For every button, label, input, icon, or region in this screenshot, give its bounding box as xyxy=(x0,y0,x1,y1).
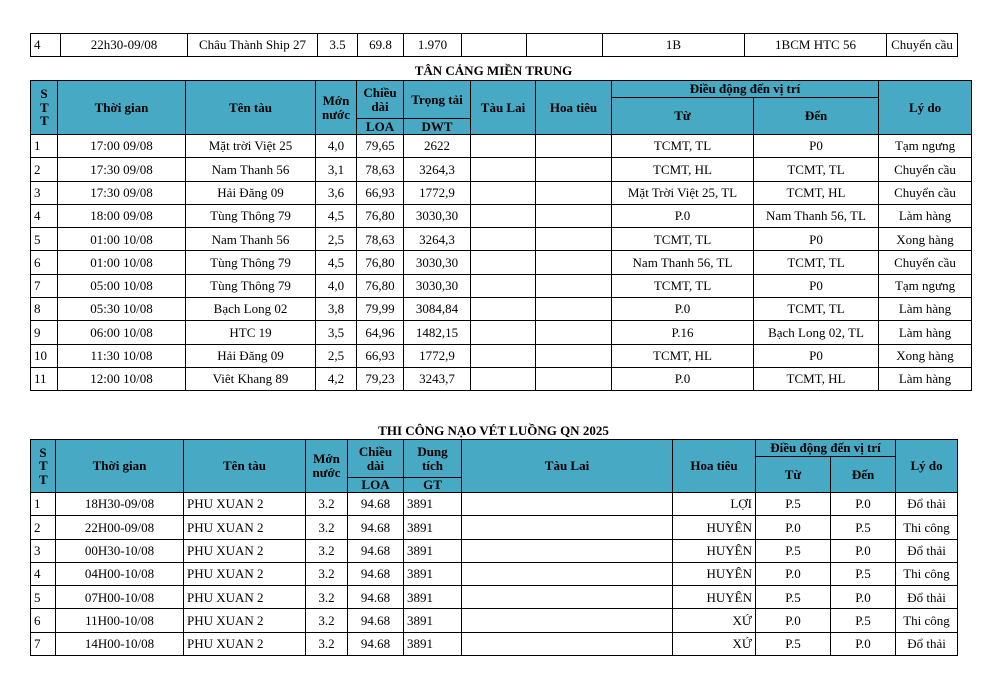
time-cell: 05:30 10/08 xyxy=(58,298,186,321)
from-cell: Mặt Trời Việt 25, TL xyxy=(612,181,754,204)
to-cell: P.0 xyxy=(831,586,896,609)
draft-cell: 3.2 xyxy=(306,562,348,585)
table-row xyxy=(31,493,958,516)
reason-cell: Tạm ngưng xyxy=(879,274,972,297)
tug-cell xyxy=(462,586,673,609)
dwt-cell: 2622 xyxy=(404,135,471,158)
draft-cell: 3,1 xyxy=(316,158,357,181)
from-cell: TCMT, TL xyxy=(612,274,754,297)
from-cell: TCMT, HL xyxy=(612,344,754,367)
table-row xyxy=(31,609,958,632)
time-cell: 11:30 10/08 xyxy=(58,344,186,367)
ship-cell: PHU XUAN 2 xyxy=(184,586,306,609)
time-cell: 18H30-09/08 xyxy=(56,493,184,516)
from-cell: TCMT, HL xyxy=(612,158,754,181)
section1-body xyxy=(31,135,972,391)
tonnage-header: Trọng tải xyxy=(404,81,471,119)
pilot-cell: HUYÊN xyxy=(673,516,756,539)
stt-cell: 5 xyxy=(31,586,56,609)
pilot-cell xyxy=(536,367,612,390)
reason-cell: Chuyển cầu xyxy=(879,158,972,181)
dwt-cell: 1.970 xyxy=(404,34,462,57)
tug-cell xyxy=(471,251,536,274)
draft-cell: 3.5 xyxy=(318,34,358,57)
reason-cell: Làm hàng xyxy=(879,367,972,390)
to-cell: P.5 xyxy=(831,562,896,585)
length-header: Chiều dài xyxy=(357,81,404,119)
pilot-cell xyxy=(536,344,612,367)
top-partial-table xyxy=(30,33,958,57)
stt-cell: 3 xyxy=(31,181,58,204)
section2-title: THI CÔNG NẠO VÉT LUỒNG QN 2025 xyxy=(378,423,609,438)
time-cell: 01:00 10/08 xyxy=(58,251,186,274)
reason-cell: Chuyển cầu xyxy=(887,34,958,57)
draft-cell: 3.2 xyxy=(306,539,348,562)
gt-cell: 3891 xyxy=(404,609,462,632)
header-row xyxy=(31,81,972,98)
time-cell: 06:00 10/08 xyxy=(58,321,186,344)
to-cell: P.0 xyxy=(831,632,896,655)
from-cell: P.5 xyxy=(756,493,831,516)
reason-cell: Đổ thải xyxy=(896,493,958,516)
reason-cell: Làm hàng xyxy=(879,298,972,321)
dwt-cell: 3030,30 xyxy=(404,274,471,297)
from-header: Từ xyxy=(756,457,831,493)
tug-header: Tàu Lai xyxy=(462,440,673,493)
pilot-cell xyxy=(536,251,612,274)
time-cell: 05:00 10/08 xyxy=(58,274,186,297)
pilot-cell xyxy=(536,321,612,344)
reason-cell: Làm hàng xyxy=(879,204,972,227)
time-cell: 04H00-10/08 xyxy=(56,562,184,585)
from-cell: P.5 xyxy=(756,586,831,609)
from-cell: P.0 xyxy=(756,609,831,632)
ship-cell: Hải Đăng 09 xyxy=(186,344,316,367)
ship-header: Tên tàu xyxy=(184,440,306,493)
capacity-header: Dung tích xyxy=(404,440,462,478)
section1-title: TÂN CẢNG MIỀN TRUNG xyxy=(414,63,573,78)
time-cell: 14H00-10/08 xyxy=(56,632,184,655)
dwt-cell: 1482,15 xyxy=(404,321,471,344)
from-cell: P.5 xyxy=(756,632,831,655)
pilot-cell xyxy=(536,228,612,251)
loa-cell: 94.68 xyxy=(348,539,404,562)
to-header: Đến xyxy=(754,98,879,135)
tug-cell xyxy=(471,158,536,181)
gt-cell: 3891 xyxy=(404,516,462,539)
stt-header: STT xyxy=(31,81,58,135)
stt-cell: 4 xyxy=(31,204,58,227)
table-row xyxy=(31,586,958,609)
ship-cell: Hải Đăng 09 xyxy=(186,181,316,204)
loa-cell: 94.68 xyxy=(348,586,404,609)
table-row xyxy=(31,344,972,367)
from-cell: 1B xyxy=(603,34,745,57)
pilot-cell xyxy=(527,34,603,57)
dwt-cell: 3243,7 xyxy=(404,367,471,390)
header-row xyxy=(31,440,958,457)
stt-cell: 1 xyxy=(31,493,56,516)
reason-cell: Thi công xyxy=(896,562,958,585)
tug-cell xyxy=(462,632,673,655)
draft-cell: 4,2 xyxy=(316,367,357,390)
time-cell: 01:00 10/08 xyxy=(58,228,186,251)
ship-cell: Viêt Khang 89 xyxy=(186,367,316,390)
table-row xyxy=(31,321,972,344)
reason-cell: Xong hàng xyxy=(879,344,972,367)
dwt-cell: 3264,3 xyxy=(404,158,471,181)
from-cell: P.0 xyxy=(756,562,831,585)
reason-cell: Chuyển cầu xyxy=(879,251,972,274)
to-cell: P0 xyxy=(754,344,879,367)
ship-cell: PHU XUAN 2 xyxy=(184,493,306,516)
from-cell: P.0 xyxy=(756,516,831,539)
time-cell: 22H00-09/08 xyxy=(56,516,184,539)
stt-cell: 8 xyxy=(31,298,58,321)
ship-cell: Bạch Long 02 xyxy=(186,298,316,321)
loa-cell: 76,80 xyxy=(357,251,404,274)
gt-cell: 3891 xyxy=(404,562,462,585)
ship-cell: PHU XUAN 2 xyxy=(184,539,306,562)
stt-cell: 10 xyxy=(31,344,58,367)
from-cell: Nam Thanh 56, TL xyxy=(612,251,754,274)
draft-cell: 3.2 xyxy=(306,586,348,609)
table-row xyxy=(31,181,972,204)
to-header: Đến xyxy=(831,457,896,493)
dwt-cell: 3030,30 xyxy=(404,251,471,274)
ship-cell: Nam Thanh 56 xyxy=(186,228,316,251)
stt-cell: 5 xyxy=(31,228,58,251)
dwt-cell: 1772,9 xyxy=(404,181,471,204)
loa-cell: 94.68 xyxy=(348,632,404,655)
ship-cell: Châu Thành Ship 27 xyxy=(188,34,318,57)
ship-cell: PHU XUAN 2 xyxy=(184,609,306,632)
dwt-cell: 3030,30 xyxy=(404,204,471,227)
to-cell: TCMT, TL xyxy=(754,158,879,181)
dwt-cell: 3084,84 xyxy=(404,298,471,321)
loa-cell: 69.8 xyxy=(358,34,404,57)
loa-cell: 66,93 xyxy=(357,181,404,204)
pilot-cell xyxy=(536,158,612,181)
ship-cell: PHU XUAN 2 xyxy=(184,632,306,655)
time-cell: 17:30 09/08 xyxy=(58,181,186,204)
to-cell: Bạch Long 02, TL xyxy=(754,321,879,344)
ship-header: Tên tàu xyxy=(186,81,316,135)
draft-header: Mớn nước xyxy=(316,81,357,135)
pilot-cell: XỨ xyxy=(673,632,756,655)
loa-cell: 76,80 xyxy=(357,274,404,297)
ship-cell: Tùng Thông 79 xyxy=(186,251,316,274)
pilot-header: Hoa tiêu xyxy=(536,81,612,135)
loa-cell: 94.68 xyxy=(348,609,404,632)
tug-cell xyxy=(462,493,673,516)
draft-cell: 3.2 xyxy=(306,493,348,516)
stt-cell: 7 xyxy=(31,632,56,655)
from-cell: P.0 xyxy=(612,204,754,227)
reason-cell: Tạm ngưng xyxy=(879,135,972,158)
table-row xyxy=(31,516,958,539)
reason-cell: Thi công xyxy=(896,609,958,632)
table-row xyxy=(31,367,972,390)
table-row xyxy=(31,135,972,158)
loa-header: LOA xyxy=(357,119,404,135)
ship-cell: HTC 19 xyxy=(186,321,316,344)
dwt-cell: 1772,9 xyxy=(404,344,471,367)
stt-cell: 4 xyxy=(31,562,56,585)
table-row xyxy=(31,228,972,251)
loa-cell: 94.68 xyxy=(348,493,404,516)
loa-cell: 94.68 xyxy=(348,562,404,585)
to-cell: TCMT, HL xyxy=(754,181,879,204)
from-header: Từ xyxy=(612,98,754,135)
gt-cell: 3891 xyxy=(404,586,462,609)
gt-cell: 3891 xyxy=(404,632,462,655)
from-cell: TCMT, TL xyxy=(612,228,754,251)
table-row xyxy=(31,251,972,274)
draft-cell: 4,5 xyxy=(316,251,357,274)
table-row xyxy=(31,158,972,181)
stt-cell: 9 xyxy=(31,321,58,344)
from-cell: P.16 xyxy=(612,321,754,344)
table-row xyxy=(31,34,958,57)
stt-cell: 6 xyxy=(31,251,58,274)
tug-cell xyxy=(462,516,673,539)
length-header: Chiều dài xyxy=(348,440,404,478)
ship-cell: Nam Thanh 56 xyxy=(186,158,316,181)
stt-cell: 4 xyxy=(31,34,61,57)
reason-cell: Xong hàng xyxy=(879,228,972,251)
section2-table xyxy=(30,439,958,656)
draft-cell: 2,5 xyxy=(316,344,357,367)
to-cell: P.0 xyxy=(831,539,896,562)
stt-cell: 7 xyxy=(31,274,58,297)
tug-cell xyxy=(462,34,527,57)
stt-cell: 3 xyxy=(31,539,56,562)
time-header: Thời gian xyxy=(58,81,186,135)
table-row xyxy=(31,562,958,585)
time-cell: 00H30-10/08 xyxy=(56,539,184,562)
time-cell: 12:00 10/08 xyxy=(58,367,186,390)
table-row xyxy=(31,632,958,655)
table-row xyxy=(31,539,958,562)
tug-cell xyxy=(471,135,536,158)
pilot-cell: LỢI xyxy=(673,493,756,516)
ship-cell: PHU XUAN 2 xyxy=(184,516,306,539)
reason-cell: Làm hàng xyxy=(879,321,972,344)
draft-cell: 3.2 xyxy=(306,516,348,539)
draft-cell: 4,0 xyxy=(316,274,357,297)
draft-cell: 2,5 xyxy=(316,228,357,251)
to-cell: P0 xyxy=(754,228,879,251)
loa-cell: 79,99 xyxy=(357,298,404,321)
draft-cell: 4,0 xyxy=(316,135,357,158)
pilot-cell xyxy=(536,274,612,297)
ship-cell: Tùng Thông 79 xyxy=(186,274,316,297)
pilot-cell: HUYÊN xyxy=(673,562,756,585)
from-cell: TCMT, TL xyxy=(612,135,754,158)
tug-cell xyxy=(471,274,536,297)
draft-cell: 3,5 xyxy=(316,321,357,344)
reason-cell: Thi công xyxy=(896,516,958,539)
tug-cell xyxy=(471,298,536,321)
draft-cell: 3,8 xyxy=(316,298,357,321)
time-cell: 22h30-09/08 xyxy=(61,34,188,57)
loa-cell: 78,63 xyxy=(357,158,404,181)
ship-cell: Tùng Thông 79 xyxy=(186,204,316,227)
stt-cell: 6 xyxy=(31,609,56,632)
draft-cell: 3.2 xyxy=(306,632,348,655)
move-header: Điều động đến vị trí xyxy=(612,81,879,98)
time-cell: 18:00 09/08 xyxy=(58,204,186,227)
tug-cell xyxy=(471,228,536,251)
stt-cell: 2 xyxy=(31,158,58,181)
to-cell: TCMT, TL xyxy=(754,298,879,321)
from-cell: P.0 xyxy=(612,298,754,321)
loa-cell: 66,93 xyxy=(357,344,404,367)
tug-cell xyxy=(471,181,536,204)
reason-header: Lý do xyxy=(896,440,958,493)
loa-cell: 79,23 xyxy=(357,367,404,390)
draft-cell: 4,5 xyxy=(316,204,357,227)
table-row xyxy=(31,274,972,297)
tug-cell xyxy=(462,609,673,632)
table-row xyxy=(31,204,972,227)
loa-header: LOA xyxy=(348,478,404,493)
time-header: Thời gian xyxy=(56,440,184,493)
ship-cell: Mặt trời Việt 25 xyxy=(186,135,316,158)
to-cell: 1BCM HTC 56 xyxy=(745,34,887,57)
ship-cell: PHU XUAN 2 xyxy=(184,562,306,585)
pilot-header: Hoa tiêu xyxy=(673,440,756,493)
time-cell: 11H00-10/08 xyxy=(56,609,184,632)
stt-cell: 11 xyxy=(31,367,58,390)
loa-cell: 79,65 xyxy=(357,135,404,158)
reason-cell: Đổ thải xyxy=(896,632,958,655)
to-cell: P.5 xyxy=(831,516,896,539)
tug-cell xyxy=(471,344,536,367)
to-cell: P0 xyxy=(754,274,879,297)
tug-cell xyxy=(471,321,536,344)
pilot-cell xyxy=(536,204,612,227)
from-cell: P.5 xyxy=(756,539,831,562)
stt-cell: 1 xyxy=(31,135,58,158)
tug-cell xyxy=(471,204,536,227)
stt-cell: 2 xyxy=(31,516,56,539)
pilot-cell: HUYÊN xyxy=(673,586,756,609)
draft-cell: 3,6 xyxy=(316,181,357,204)
time-cell: 17:00 09/08 xyxy=(58,135,186,158)
reason-cell: Đổ thải xyxy=(896,539,958,562)
draft-cell: 3.2 xyxy=(306,609,348,632)
gt-header: GT xyxy=(404,478,462,493)
loa-cell: 94.68 xyxy=(348,516,404,539)
to-cell: TCMT, HL xyxy=(754,367,879,390)
to-cell: Nam Thanh 56, TL xyxy=(754,204,879,227)
tug-cell xyxy=(462,562,673,585)
pilot-cell xyxy=(536,181,612,204)
reason-cell: Đổ thải xyxy=(896,586,958,609)
time-cell: 07H00-10/08 xyxy=(56,586,184,609)
loa-cell: 64,96 xyxy=(357,321,404,344)
to-cell: TCMT, TL xyxy=(754,251,879,274)
time-cell: 17:30 09/08 xyxy=(58,158,186,181)
loa-cell: 76,80 xyxy=(357,204,404,227)
tug-cell xyxy=(462,539,673,562)
table-row xyxy=(31,298,972,321)
draft-header: Mớn nước xyxy=(306,440,348,493)
pilot-cell xyxy=(536,298,612,321)
dwt-cell: 3264,3 xyxy=(404,228,471,251)
reason-cell: Chuyển cầu xyxy=(879,181,972,204)
section1-table xyxy=(30,80,972,391)
dwt-header: DWT xyxy=(404,119,471,135)
from-cell: P.0 xyxy=(612,367,754,390)
pilot-cell xyxy=(536,135,612,158)
to-cell: P.0 xyxy=(831,493,896,516)
tug-header: Tàu Lai xyxy=(471,81,536,135)
section2-body xyxy=(31,493,958,656)
to-cell: P0 xyxy=(754,135,879,158)
pilot-cell: HUYÊN xyxy=(673,539,756,562)
loa-cell: 78,63 xyxy=(357,228,404,251)
reason-header: Lý do xyxy=(879,81,972,135)
gt-cell: 3891 xyxy=(404,493,462,516)
tug-cell xyxy=(471,367,536,390)
move-header: Điều động đến vị trí xyxy=(756,440,896,457)
to-cell: P.5 xyxy=(831,609,896,632)
gt-cell: 3891 xyxy=(404,539,462,562)
stt-header: STT xyxy=(31,440,56,493)
pilot-cell: XỨ xyxy=(673,609,756,632)
